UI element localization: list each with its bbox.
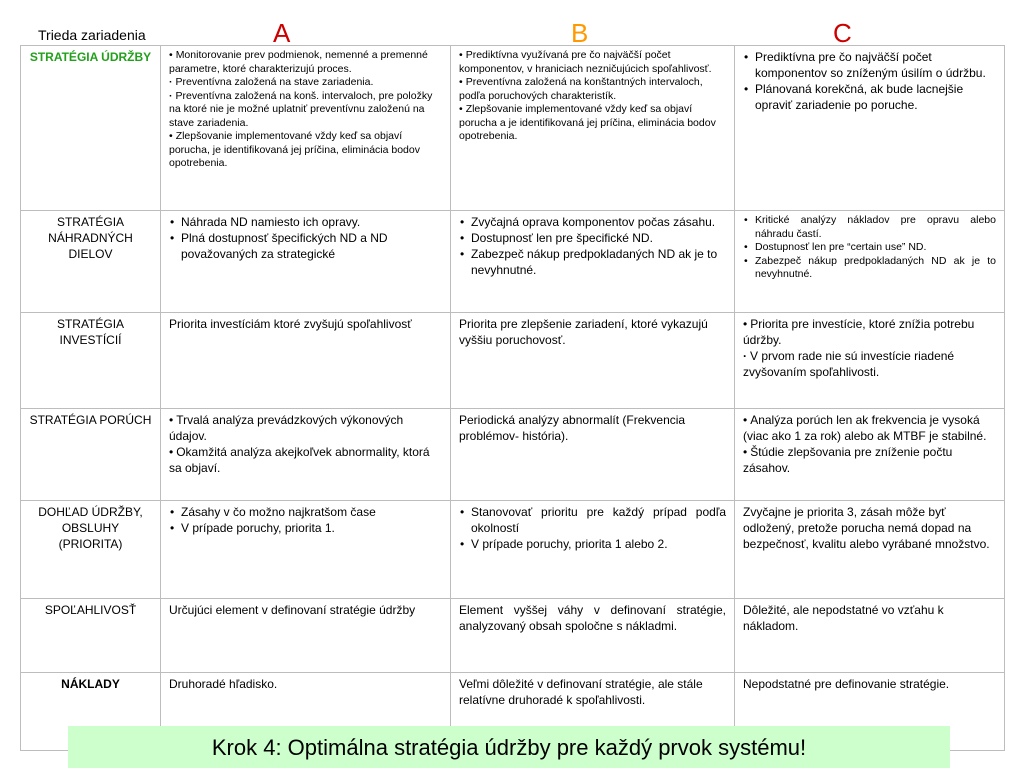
cell-a <box>161 313 451 409</box>
row-label: STRATÉGIA NÁHRADNÝCH DIELOV <box>21 211 161 313</box>
cell-text: Periodická analýzy abnormalít (Frekvencia problémov- história). <box>459 413 686 443</box>
row-label: DOHĽAD ÚDRŽBY, OBSLUHY (PRIORITA) <box>21 501 161 599</box>
cell-c <box>735 211 1005 313</box>
cell-b <box>451 409 735 501</box>
list-item: • Priorita pre investície, ktoré znížia potrebu údržby. <box>743 316 996 348</box>
list-item: • Zabezpeč nákup predpokladaných ND ak je to nevyhnutné. <box>743 255 996 282</box>
table-row-maintenance-strategy <box>21 46 1005 211</box>
column-b-header: B <box>571 18 589 48</box>
cell-a <box>161 501 451 599</box>
cell-text: Element vyššej váhy v definovaní stratégie, analyzovaný obsah spoločne s nákladmi. <box>459 603 726 633</box>
table-row-maintenance-supervision <box>21 501 1005 599</box>
list-item: • Zabezpeč nákup predpokladaných ND ak je to nevyhnutné. <box>459 246 726 278</box>
cell-c <box>735 409 1005 501</box>
table-row-spare-parts-strategy <box>21 211 1005 313</box>
cell-c <box>735 46 1005 211</box>
list-item: • Zlepšovanie implementované vždy keď sa objaví porucha a je identifikovaná jej príčina, eliminácia bodov opotrebenia. <box>459 103 726 144</box>
row-label: STRATÉGIA PORÚCH <box>21 409 161 501</box>
cell-a <box>161 46 451 211</box>
row-label: STRATÉGIA INVESTÍCIÍ <box>21 313 161 409</box>
cell-text: Priorita investíciám ktoré zvyšujú spoľahlivosť <box>169 317 412 331</box>
list-item: • Trvalá analýza prevádzkových výkonových údajov. <box>169 412 442 444</box>
list-item: • Kritické analýzy nákladov pre opravu alebo náhradu častí. <box>743 214 996 241</box>
equipment-class-label: Trieda zariadenia <box>38 27 146 43</box>
list-item: · Preventívna založená na stave zariadenia. <box>169 76 442 90</box>
list-item: • Prediktívna využívaná pre čo najväčší počet komponentov, v hraniciach nezničujúcich spoľahlivosť. <box>459 49 726 76</box>
cell-c <box>735 599 1005 673</box>
list-item: • Zvyčajná oprava komponentov počas zásahu. <box>459 214 726 230</box>
table-row-reliability <box>21 599 1005 673</box>
cell-c <box>735 501 1005 599</box>
cell-b <box>451 46 735 211</box>
list-item: · V prvom rade nie sú investície riadené zvyšovaním spoľahlivosti. <box>743 348 996 380</box>
list-item: • Zlepšovanie implementované vždy keď sa objaví porucha, je identifikovaná jej príčina, eliminácia bodov opotrebenia. <box>169 130 442 171</box>
cell-b <box>451 501 735 599</box>
list-item: • Plánovaná korekčná, ak bude lacnejšie opraviť zariadenie po poruche. <box>743 81 996 113</box>
cell-b <box>451 211 735 313</box>
cell-text: Určujúci element v definovaní stratégie údržby <box>169 603 416 617</box>
cell-text: Veľmi dôležité v definovaní stratégie, ale stále relatívne druhoradé k spoľahlivosti. <box>459 677 703 707</box>
list-item: • V prípade poruchy, priorita 1 alebo 2. <box>459 536 726 552</box>
cell-a <box>161 409 451 501</box>
row-label: SPOĽAHLIVOSŤ <box>21 599 161 673</box>
cell-b <box>451 313 735 409</box>
column-c-header: C <box>833 18 852 48</box>
cell-text: Druhoradé hľadisko. <box>169 677 278 691</box>
cell-text: Nepodstatné pre definovanie stratégie. <box>743 677 950 691</box>
cell-b <box>451 599 735 673</box>
cell-c <box>735 313 1005 409</box>
list-item: • Okamžitá analýza akejkoľvek abnormality, ktorá sa objaví. <box>169 444 442 476</box>
cell-a <box>161 599 451 673</box>
cell-text: Priorita pre zlepšenie zariadení, ktoré vykazujú vyššiu poruchovosť. <box>459 317 708 347</box>
cell-text: Dôležité, ale nepodstatné vo vzťahu k nákladom. <box>743 603 944 633</box>
column-a-header: A <box>273 18 291 48</box>
list-item: • Náhrada ND namiesto ich opravy. <box>169 214 442 230</box>
list-item: • V prípade poruchy, priorita 1. <box>169 520 442 536</box>
list-item: • Preventívna založená na konštantných intervaloch, podľa poruchových charakteristík. <box>459 76 726 103</box>
row-label: NÁKLADY <box>21 673 161 751</box>
step-banner: Krok 4: Optimálna stratégia údržby pre každý prvok systému! <box>68 726 950 768</box>
list-item: • Dostupnosť len pre špecifické ND. <box>459 230 726 246</box>
table-row-failure-strategy <box>21 409 1005 501</box>
table-row-investment-strategy <box>21 313 1005 409</box>
list-item: • Zásahy v čo možno najkratšom čase <box>169 504 442 520</box>
list-item: • Štúdie zlepšovania pre zníženie počtu zásahov. <box>743 444 996 476</box>
list-item: • Analýza porúch len ak frekvencia je vysoká (viac ako 1 za rok) alebo ak MTBF je stabilné. <box>743 412 996 444</box>
list-item: • Plná dostupnosť špecifických ND a ND považovaných za strategické <box>169 230 442 262</box>
list-item: • Prediktívna pre čo najväčší počet komponentov so zníženým úsilím o údržbu. <box>743 49 996 81</box>
row-label: STRATÉGIA ÚDRŽBY <box>21 46 161 211</box>
cell-a <box>161 211 451 313</box>
list-item: • Monitorovanie prev podmienok, nemenné a premenné parametre, ktoré charakterizujú proces. <box>169 49 442 76</box>
strategy-table <box>20 45 1005 751</box>
list-item: • Stanovovať prioritu pre každý prípad podľa okolností <box>459 504 726 536</box>
list-item: · Preventívna založená na konš. intervaloch, pre položky na ktoré nie je možné uplatniť preventívnu založenú na stave zariadenia. <box>169 90 442 131</box>
cell-text: Zvyčajne je priorita 3, zásah môže byť odložený, pretože porucha nemá dopad na bezpečnosť, kvalitu alebo vyrábané množstvo. <box>743 505 990 551</box>
list-item: • Dostupnosť len pre “certain use” ND. <box>743 241 996 255</box>
